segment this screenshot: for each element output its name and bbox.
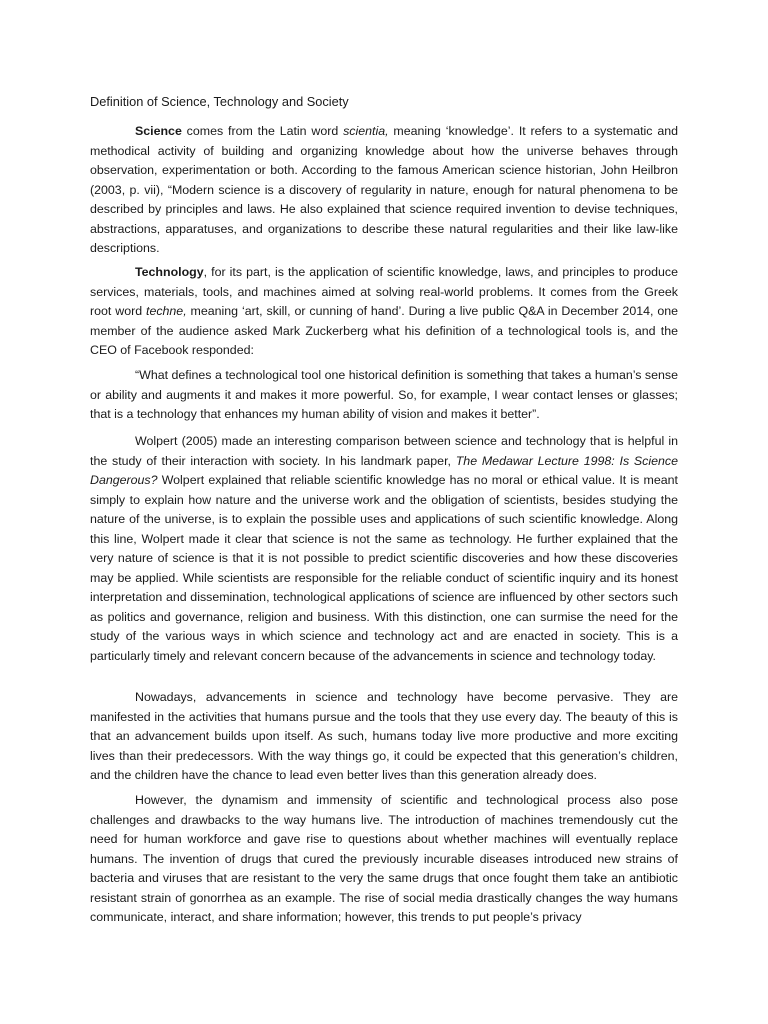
latin-word: scientia, bbox=[343, 124, 389, 138]
paper-title: The Medawar Lecture 1998: Is Science Dangerous? bbox=[90, 453, 679, 487]
document-title: Definition of Science, Technology and Society bbox=[90, 94, 349, 109]
quotation: “What defines a technological tool one historical definition is something that takes a human’s sense or ability and augments it and makes it more powerful. So, for example, I wear contact lenses or glasses; that is a technology that enhances my human ability of vision and makes it better”. bbox=[90, 368, 678, 421]
paragraph-science bbox=[90, 122, 678, 259]
paragraph-text: Wolpert (2005) made an interesting comparison between science and technology that is helpful in the study of their interaction with society. In his landmark paper, bbox=[90, 434, 678, 468]
paragraph-wolpert bbox=[90, 432, 678, 666]
paragraph-text: comes from the Latin word bbox=[181, 124, 344, 138]
paragraph-technology bbox=[90, 263, 678, 361]
paragraph-text: , for its part, is the application of scientific knowledge, laws, and principles to produce services, materials, tools, and machines aimed at solving real-world problems. It comes from the Greek root word bbox=[90, 265, 678, 318]
paragraph-challenges: However, the dynamism and immensity of scientific and technological process also pose challenges and drawbacks to the way humans live. The introduction of machines tremendously cut the need for human workforce and gave rise to questions about whether machines will eventually replace humans. The invention of drugs that cured the previously incurable diseases introduced new strains of bacteria and viruses that are resistant to the very the same drugs that once fought them take an antibiotic resistant strain of gonorrhea as an example. The rise of social media drastically changes the way humans communicate, interact, and share information; however, this trends to put people’s privacy bbox=[90, 793, 678, 924]
paragraph-text: meaning ‘art, skill, or cunning of hand’. During a live public Q&A in December 2014, one member of the audience asked Mark Zuckerberg what his definition of a technological tools is, and the CEO of Facebook responded: bbox=[90, 304, 678, 357]
term-technology: Technology bbox=[135, 265, 204, 279]
paragraph-advancements: Nowadays, advancements in science and technology have become pervasive. They are manifested in the activities that humans pursue and the tools that they use every day. The beauty of this is that an advancement builds upon itself. As such, humans today live more productive and more exciting lives than their predecessors. With the way things go, it could be expected that this generation’s children, and the children have the chance to lead even better lives than this generation already does. bbox=[90, 690, 678, 782]
term-science: Science bbox=[135, 124, 182, 138]
greek-word: techne, bbox=[146, 304, 187, 318]
paragraph-text: Wolpert explained that reliable scientific knowledge has no moral or ethical value. It is meant simply to explain how nature and the universe work and the obligation of scientists, besides studying the nature of the universe, is to explain the possible uses and applications of such scientific knowledge. Along this line, Wolpert made it clear that science is not the same as technology. He further explained that the very nature of science is that it is not possible to predict scientific discoveries and how these discoveries may be applied. While scientists are responsible for the reliable conduct of scientific inquiry and its honest interpretation and dissemination, technological applications of science are influenced by other sectors such as politics and governance, religion and business. With this distinction, one can surmise the need for the study of the various ways in which science and technology act and are enacted in society. This is a particularly timely and relevant concern because of the advancements in science and technology today. bbox=[90, 473, 678, 663]
paragraph-text: meaning ‘knowledge’. It refers to a systematic and methodical activity of building and organizing knowledge about how the universe behaves through observation, experimentation or both. According to the famous American science historian, John Heilbron (2003, p. vii), “Modern science is a discovery of regularity in nature, enough for natural phenomena to be described by principles and laws. He also explained that science required invention to devise techniques, abstractions, apparatuses, and organizations to describe these natural regularities and their like law-like descriptions. bbox=[90, 124, 678, 255]
